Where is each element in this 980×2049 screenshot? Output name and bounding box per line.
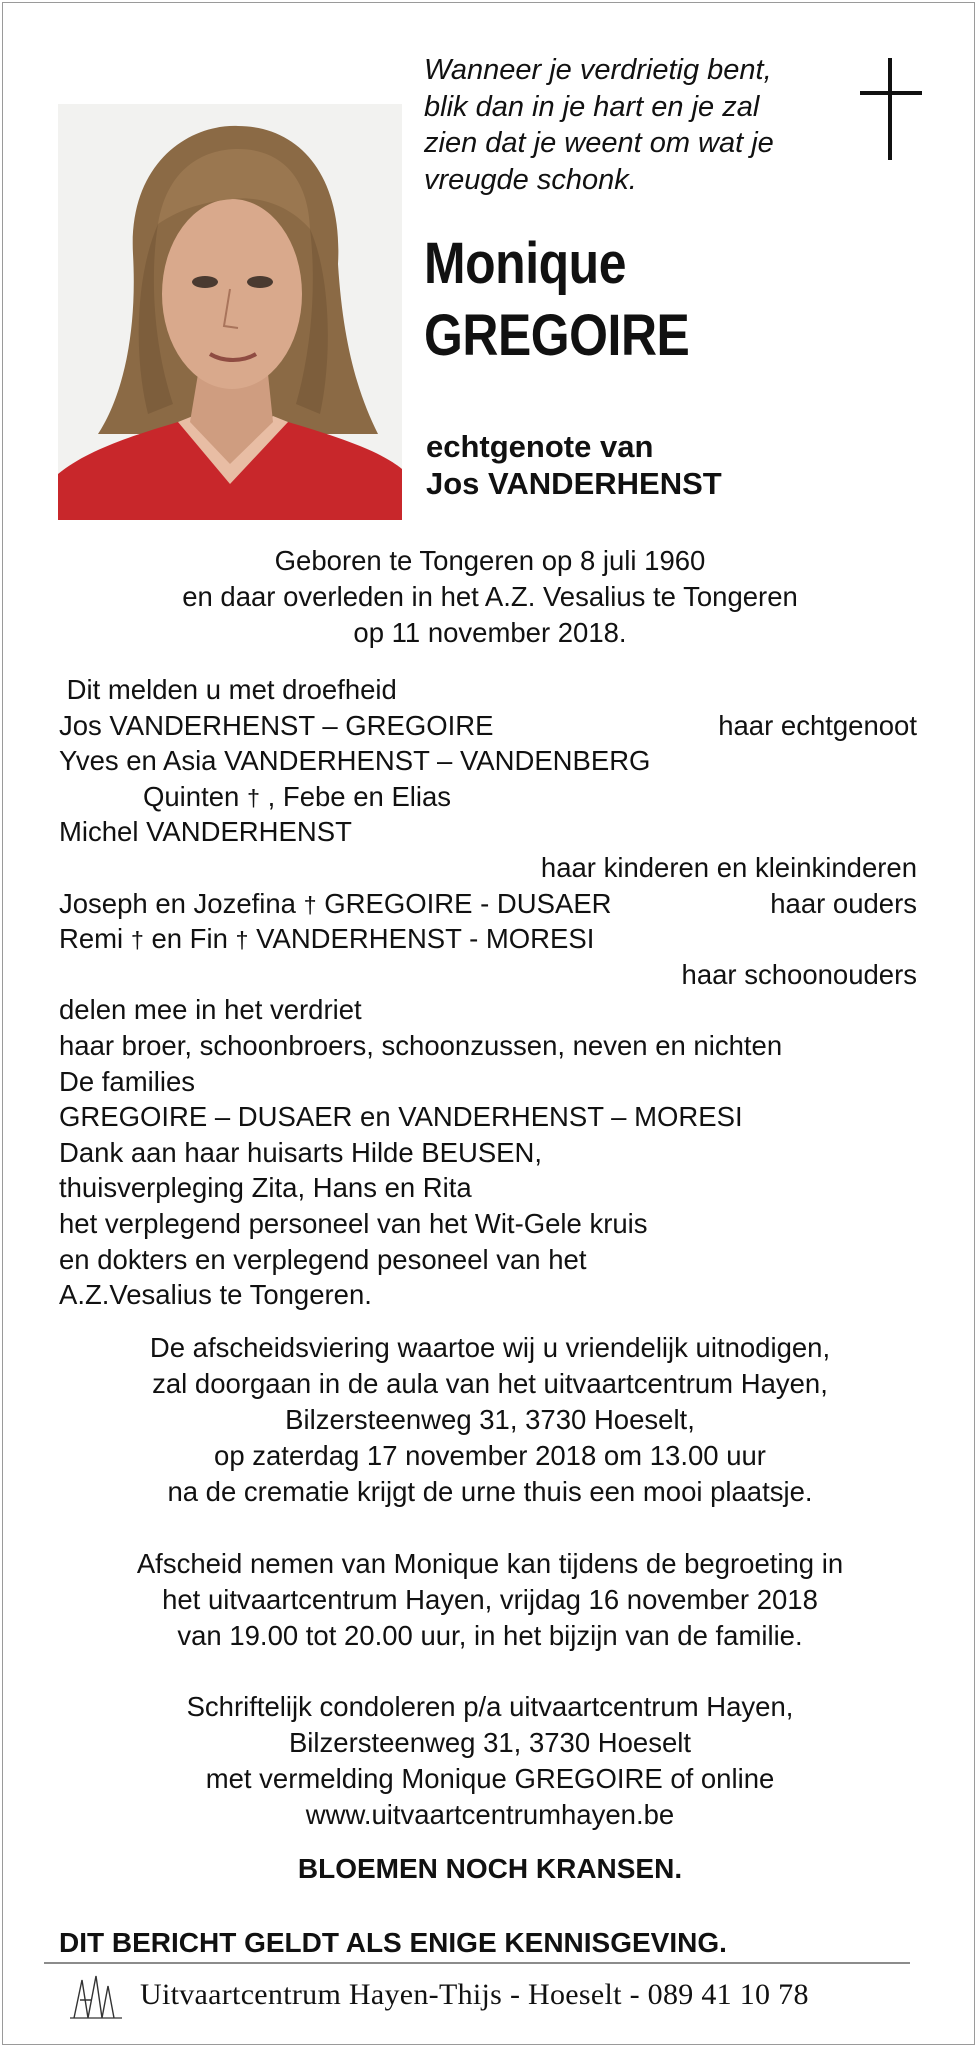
family-line-text: haar broer, schoonbroers, schoonzussen, neven en nichten bbox=[59, 1029, 783, 1061]
family-name bbox=[59, 779, 451, 817]
family-intro-row bbox=[59, 672, 917, 708]
dagger-icon: † bbox=[130, 927, 144, 954]
family-line bbox=[59, 992, 917, 1028]
ceremony-line: zal doorgaan in de aula van het uitvaartcentrum Hayen, bbox=[152, 1368, 828, 1399]
portrait-photo bbox=[58, 104, 402, 520]
family-name-part: Joseph en Jozefina bbox=[59, 887, 304, 919]
family-relation: haar ouders bbox=[770, 887, 917, 919]
family-name: Yves en Asia VANDERHENST – VANDENBERG bbox=[59, 745, 651, 777]
spouse-prefix: echtgenote van bbox=[426, 429, 654, 464]
quote-line: Wanneer je verdrietig bent, bbox=[424, 54, 772, 86]
family-line bbox=[59, 1064, 917, 1100]
family-row bbox=[59, 743, 917, 779]
last-name: GREGOIRE bbox=[424, 303, 690, 368]
condolences-line: Schriftelijk condoleren p/a uitvaartcentrum Hayen, bbox=[186, 1691, 794, 1722]
family-row bbox=[59, 779, 917, 815]
deceased-name bbox=[424, 228, 689, 372]
ceremony-line: na de crematie krijgt de urne thuis een mooi plaatsje. bbox=[167, 1476, 813, 1507]
family-name: Michel VANDERHENST bbox=[59, 816, 352, 848]
first-name: Monique bbox=[424, 231, 627, 296]
memorial-quote bbox=[424, 52, 824, 198]
family-name: Jos VANDERHENST – GREGOIRE bbox=[59, 709, 494, 741]
family-line bbox=[59, 1170, 917, 1206]
footer-contact: Uitvaartcentrum Hayen-Thijs - Hoeselt - 089 41 10 78 bbox=[140, 1978, 809, 2011]
family-name bbox=[59, 921, 594, 959]
family-line bbox=[59, 1242, 917, 1278]
cross-icon bbox=[860, 58, 922, 160]
portrait-illustration bbox=[58, 104, 402, 520]
family-line-text: delen mee in het verdriet bbox=[59, 994, 362, 1026]
family-line-text: A.Z.Vesalius te Tongeren. bbox=[59, 1279, 372, 1311]
family-line-text: Dank aan haar huisarts Hilde BEUSEN, bbox=[59, 1136, 543, 1168]
notice-text: DIT BERICHT GELDT ALS ENIGE KENNISGEVING. bbox=[59, 1927, 727, 1958]
farewell-line: het uitvaartcentrum Hayen, vrijdag 16 november 2018 bbox=[162, 1584, 818, 1615]
ceremony-line: op zaterdag 17 november 2018 om 13.00 uur bbox=[214, 1440, 766, 1471]
family-section bbox=[59, 672, 917, 1313]
quote-line: zien dat je weent om wat je bbox=[424, 127, 774, 159]
family-relation: haar schoonouders bbox=[681, 958, 917, 990]
spouse-info bbox=[426, 428, 722, 502]
family-name bbox=[59, 886, 612, 924]
funeral-home-logo-icon bbox=[68, 1972, 124, 2022]
family-name-part: Quinten bbox=[143, 780, 247, 812]
family-relation: haar kinderen en kleinkinderen bbox=[540, 851, 917, 883]
condolences-line: Bilzersteenweg 31, 3730 Hoeselt bbox=[288, 1727, 692, 1758]
dagger-icon: † bbox=[246, 784, 260, 811]
family-name-part: VANDERHENST - MORESI bbox=[248, 923, 595, 955]
farewell-line: Afscheid nemen van Monique kan tijdens de begroeting in bbox=[136, 1548, 844, 1579]
spouse-name: Jos VANDERHENST bbox=[426, 466, 722, 501]
ceremony-line: De afscheidsviering waartoe wij u vriendelijk uitnodigen, bbox=[149, 1332, 831, 1363]
birth-death-line: Geboren te Tongeren op 8 juli 1960 bbox=[274, 545, 706, 576]
family-line-text: De families bbox=[59, 1065, 196, 1097]
family-line bbox=[59, 1135, 917, 1171]
birth-death-line: op 11 november 2018. bbox=[353, 617, 627, 648]
footer-divider bbox=[44, 1962, 910, 1964]
family-line bbox=[59, 1099, 917, 1135]
family-name-part: GREGOIRE - DUSAER bbox=[316, 887, 612, 919]
family-name-part: , Febe en Elias bbox=[259, 780, 452, 812]
family-name-part: en Fin bbox=[143, 923, 236, 955]
family-name-part: Remi bbox=[59, 923, 131, 955]
family-row bbox=[59, 814, 917, 850]
dagger-icon: † bbox=[235, 927, 249, 954]
family-row bbox=[59, 850, 917, 886]
birth-death-line: en daar overleden in het A.Z. Vesalius te Tongeren bbox=[182, 581, 798, 612]
family-row bbox=[59, 708, 917, 744]
birth-death-text bbox=[40, 543, 940, 651]
family-row bbox=[59, 886, 917, 922]
flowers-note: BLOEMEN NOCH KRANSEN. bbox=[297, 1853, 683, 1884]
farewell-text bbox=[40, 1546, 940, 1654]
condolences-url: www.uitvaartcentrumhayen.be bbox=[305, 1799, 675, 1830]
condolences-line: met vermelding Monique GREGOIRE of online bbox=[205, 1763, 775, 1794]
family-relation: haar echtgenoot bbox=[718, 709, 917, 741]
quote-line: blik dan in je hart en je zal bbox=[424, 90, 760, 123]
condolences-text bbox=[40, 1689, 940, 1833]
family-line-text: thuisverpleging Zita, Hans en Rita bbox=[59, 1172, 472, 1204]
family-row bbox=[59, 957, 917, 993]
dagger-icon: † bbox=[303, 891, 317, 918]
family-line bbox=[59, 1206, 917, 1242]
family-line bbox=[59, 1028, 917, 1064]
family-intro: Dit melden u met droefheid bbox=[59, 674, 397, 705]
farewell-line: van 19.00 tot 20.00 uur, in het bijzijn van de familie. bbox=[177, 1620, 803, 1651]
family-line-text: het verplegend personeel van het Wit-Gele kruis bbox=[59, 1207, 648, 1239]
ceremony-text bbox=[40, 1330, 940, 1510]
ceremony-line: Bilzersteenweg 31, 3730 Hoeselt, bbox=[285, 1404, 695, 1435]
family-line-text: en dokters en verplegend pesoneel van het bbox=[59, 1243, 587, 1275]
family-line-text: GREGOIRE – DUSAER en VANDERHENST – MORESI bbox=[59, 1101, 743, 1133]
family-row bbox=[59, 921, 917, 957]
quote-line: vreugde schonk. bbox=[424, 163, 637, 196]
family-line bbox=[59, 1277, 917, 1313]
